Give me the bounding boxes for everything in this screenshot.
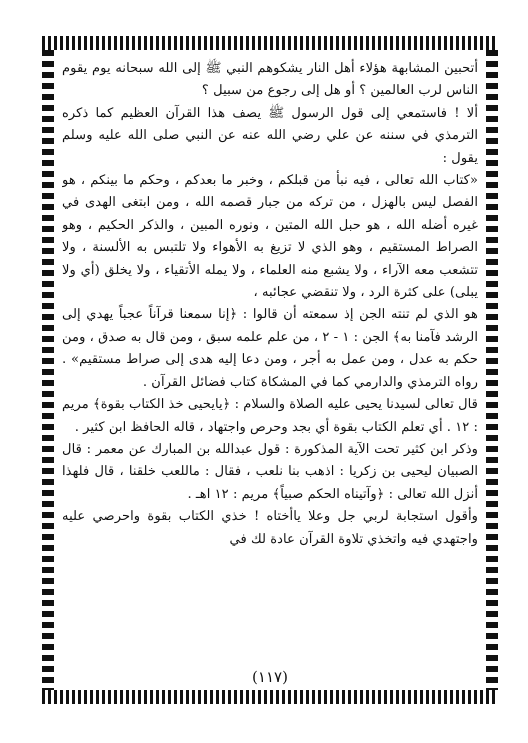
decorative-border-top xyxy=(42,36,498,50)
page-number: (١١٧) xyxy=(252,668,288,686)
paragraph: هو الذي لم تنته الجن إذ سمعته أن قالوا : ﴿إنا سمعنا قرآناً عجباً يهدي إلى الرشد فآمنا به﴾ الجن : ١ - ٢ ، من علم علمه سبق ، ومن قال به صدق ، ومن حكم به عدل ، ومن عمل به أجر ، ومن دعا إليه هدى إلى صراط مستقيم» . رواه الترمذي والدارمي كما في المشكاة كتاب فضائل القرآن . xyxy=(62,307,478,390)
paragraph: ألا ! فاستمعي إلى قول الرسول ﷺ يصف هذا القرآن العظيم كما ذكره الترمذي في سننه عن علي رضي الله عنه عن النبي صلى الله عليه وسلم يقول : xyxy=(62,105,478,166)
paragraph: أتحبين المشابهة هؤلاء أهل النار يشكوهم النبي ﷺ إلى الله سبحانه يوم يقوم الناس لرب العالمين ؟ أو هل إلى رجوع من سبيل ؟ xyxy=(62,61,478,99)
paragraph: «كتاب الله تعالى ، فيه نبأ من قبلكم ، وخبر ما بعدكم ، وحكم ما بينكم ، هو الفصل ليس بالهزل ، من تركه من جبار قصمه الله ، ومن ابتغى الهدى في غيره أضله الله ، هو حبل الله المتين ، ونوره المبين ، والذكر الحكيم ، وهو الصراط المستقيم ، وهو الذي لا تزيغ به الأهواء ولا تلتبس به الألسنة ، ولا تتشعب معه الآراء ، ولا يشبع منه العلماء ، ولا يمله الأتقياء ، ولا يخلق (أي ولا يبلى) على كثرة الرد ، ولا تنقضي عجائبه ، xyxy=(62,173,478,301)
paragraph: قال تعالى لسيدنا يحيى عليه الصلاة والسلام : ﴿يايحيى خذ الكتاب بقوة﴾ مريم : ١٢ . أي تعلم الكتاب بقوة أي بجد وحرص واجتهاد ، قاله الحافظ ابن كثير . xyxy=(62,397,478,435)
page-body xyxy=(62,58,478,660)
decorative-border-left xyxy=(42,50,54,690)
paragraph: وذكر ابن كثير تحت الآية المذكورة : قول عبدالله بن المبارك عن معمر : قال الصبيان ليحيى بن زكريا : اذهب بنا نلعب ، فقال : ماللعب خلقنا ، قال فلهذا أنزل الله تعالى : ﴿وآتيناه الحكم صبياً﴾ مريم : ١٢ اهـ . xyxy=(62,441,478,502)
page-frame xyxy=(42,36,498,704)
decorative-border-right xyxy=(486,50,498,690)
paragraph: وأقول استجابة لربي جل وعلا ياأختاه ! خذي الكتاب بقوة واحرصي عليه واجتهدي فيه واتخذي تلاوة القرآن عادة لك في xyxy=(62,509,478,547)
decorative-border-bottom xyxy=(42,690,498,704)
